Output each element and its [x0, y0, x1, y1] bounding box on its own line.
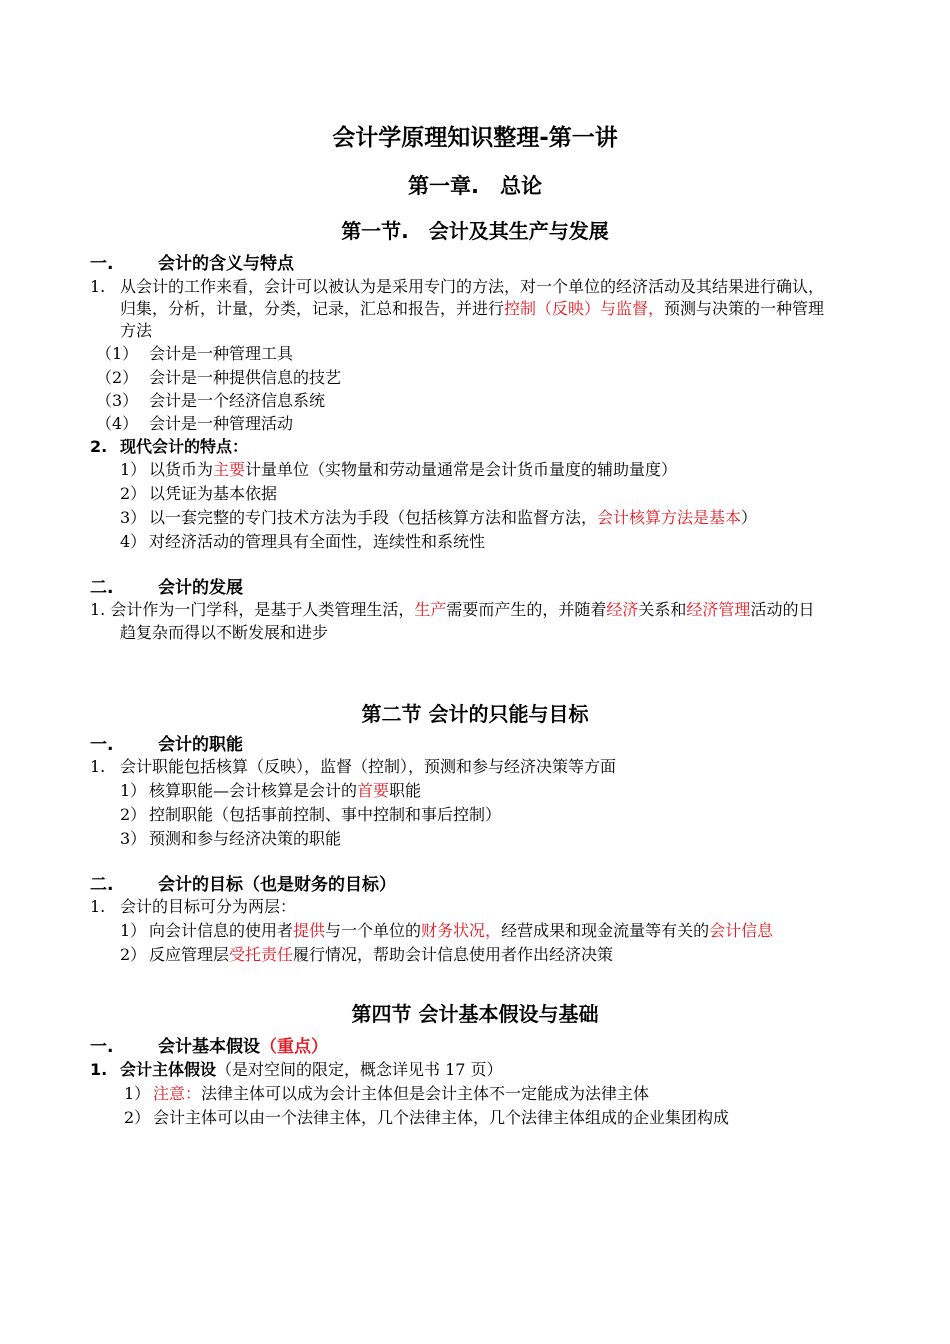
feature-number: 4）	[120, 532, 147, 551]
text-run: 计量单位（实物量和劳动量通常是会计货币量度的辅助量度）	[245, 460, 678, 479]
highlight-text: 主要	[213, 460, 246, 479]
section-4-heading: 第四节 会计基本假设与基础	[351, 1002, 599, 1026]
objective-number: 1）	[120, 921, 147, 940]
highlight-text: 会计信息	[709, 921, 774, 940]
document-title: 会计学原理知识整理-第一讲	[332, 125, 618, 151]
heading-text: 会计的发展	[158, 578, 243, 598]
text-run: 预测与决策的一种管理	[664, 299, 825, 318]
objectives-text: 会计的目标可分为两层：	[120, 897, 297, 916]
function-number: 2）	[120, 805, 147, 824]
heading-functions	[90, 734, 243, 756]
list-item: 会计是一种管理活动	[149, 414, 294, 433]
heading-number: 一.	[90, 254, 114, 274]
para-2-heading: 现代会计的特点：	[120, 437, 249, 456]
highlight-text: 生产	[414, 600, 447, 619]
feature-number: 3）	[120, 508, 147, 527]
objective-number: 2）	[120, 945, 147, 964]
list-item-number: （2）	[96, 368, 139, 387]
text-run: 以一套完整的专门技术方法为手段（包括核算方法和监督方法，	[149, 508, 598, 527]
chapter-heading: 第一章. 总论	[408, 174, 542, 198]
heading-meaning	[90, 253, 294, 275]
function-item	[149, 780, 421, 802]
objective-item	[149, 920, 773, 942]
list-item: 会计是一个经济信息系统	[149, 391, 326, 410]
heading-number: 一.	[90, 1037, 114, 1057]
note-number: 1）	[124, 1084, 151, 1103]
text-run: 1. 会计作为一门学科，是基于人类管理生活，	[90, 600, 415, 619]
text-run: 与一个单位的	[325, 921, 422, 940]
heading-number: 二.	[90, 578, 114, 598]
note-item	[153, 1083, 649, 1105]
functions-text: 会计职能包括核算（反映），监督（控制），预测和参与经济决策等方面	[120, 757, 617, 776]
feature-item: 以凭证为基本依据	[149, 484, 278, 503]
heading-number: 二.	[90, 875, 114, 895]
key-point-tag: （重点）	[260, 1037, 328, 1057]
text-run: 向会计信息的使用者	[149, 921, 294, 940]
heading-objectives	[90, 874, 396, 896]
development-line-2: 趋复杂而得以不断发展和进步	[120, 623, 329, 642]
para-1-line-2	[120, 298, 824, 320]
heading-number: 一.	[90, 735, 114, 755]
feature-number: 2）	[120, 484, 147, 503]
note-item: 会计主体可以由一个法律主体，几个法律主体，几个法律主体组成的企业集团构成	[153, 1108, 730, 1127]
para-1-number: 1.	[90, 277, 106, 296]
functions-number: 1.	[90, 757, 106, 776]
feature-item: 对经济活动的管理具有全面性，连续性和系统性	[149, 532, 486, 551]
highlight-text: 经济管理	[686, 600, 751, 619]
text-run: 职能	[389, 781, 422, 800]
note-number: 2）	[124, 1108, 151, 1127]
list-item-number: （4）	[96, 414, 139, 433]
text-run: 履行情况，帮助会计信息使用者作出经济决策	[293, 945, 614, 964]
heading-development	[90, 577, 243, 599]
text-run: （是对空间的限定，概念详见书 17 页）	[216, 1060, 503, 1079]
text-run: 经营成果和现金流量等有关的	[501, 921, 710, 940]
heading-text: 会计的职能	[158, 735, 243, 755]
development-line-1	[90, 599, 814, 621]
list-item: 会计是一种提供信息的技艺	[149, 368, 342, 387]
assumption-entity	[120, 1059, 503, 1081]
heading-text: 会计的目标（也是财务的目标）	[158, 875, 396, 895]
para-1-line-1: 从会计的工作来看，会计可以被认为是采用专门的方法，对一个单位的经济活动及其结果进行确认，	[120, 277, 825, 296]
function-number: 3）	[120, 829, 147, 848]
text-run: 需要而产生的，并随着	[446, 600, 607, 619]
text-run: ）	[741, 508, 758, 527]
function-number: 1）	[120, 781, 147, 800]
bold-term: 会计主体假设	[120, 1060, 217, 1079]
heading-assumptions	[90, 1036, 328, 1058]
feature-item	[149, 507, 757, 529]
text-run: 法律主体可以成为会计主体但是会计主体不一定能成为法律主体	[201, 1084, 650, 1103]
section-2-heading: 第二节 会计的只能与目标	[361, 702, 589, 726]
function-item: 控制职能（包括事前控制、事中控制和事后控制）	[149, 805, 502, 824]
feature-item	[149, 459, 677, 481]
highlight-text: 财务状况，	[421, 921, 502, 940]
highlight-text: 经济	[606, 600, 639, 619]
text-run: 以货币为	[149, 460, 214, 479]
assumption-number: 1.	[90, 1060, 108, 1079]
section-1-heading: 第一节. 会计及其生产与发展	[341, 219, 609, 243]
list-item-number: （1）	[96, 344, 139, 363]
highlight-text: 注意：	[153, 1084, 202, 1103]
objectives-number: 1.	[90, 897, 106, 916]
para-1-line-3: 方法	[120, 321, 153, 340]
highlight-text: 受托责任	[229, 945, 294, 964]
objective-item	[149, 944, 613, 966]
text-run: 归集，分析，计量，分类，记录，汇总和报告，并进行	[120, 299, 505, 318]
para-2-number: 2.	[90, 437, 108, 456]
heading-text: 会计基本假设	[158, 1037, 260, 1057]
text-run: 关系和	[638, 600, 687, 619]
list-item: 会计是一种管理工具	[149, 344, 294, 363]
highlight-text: 提供	[293, 921, 326, 940]
highlight-text: 首要	[357, 781, 390, 800]
function-item: 预测和参与经济决策的职能	[149, 829, 342, 848]
feature-number: 1）	[120, 460, 147, 479]
heading-text: 会计的含义与特点	[158, 254, 294, 274]
text-run: 活动的日	[750, 600, 815, 619]
text-run: 核算职能—会计核算是会计的	[149, 781, 358, 800]
text-run: 反应管理层	[149, 945, 230, 964]
list-item-number: （3）	[96, 391, 139, 410]
highlight-text: 控制（反映）与监督，	[504, 299, 665, 318]
highlight-text: 会计核算方法是基本	[597, 508, 742, 527]
